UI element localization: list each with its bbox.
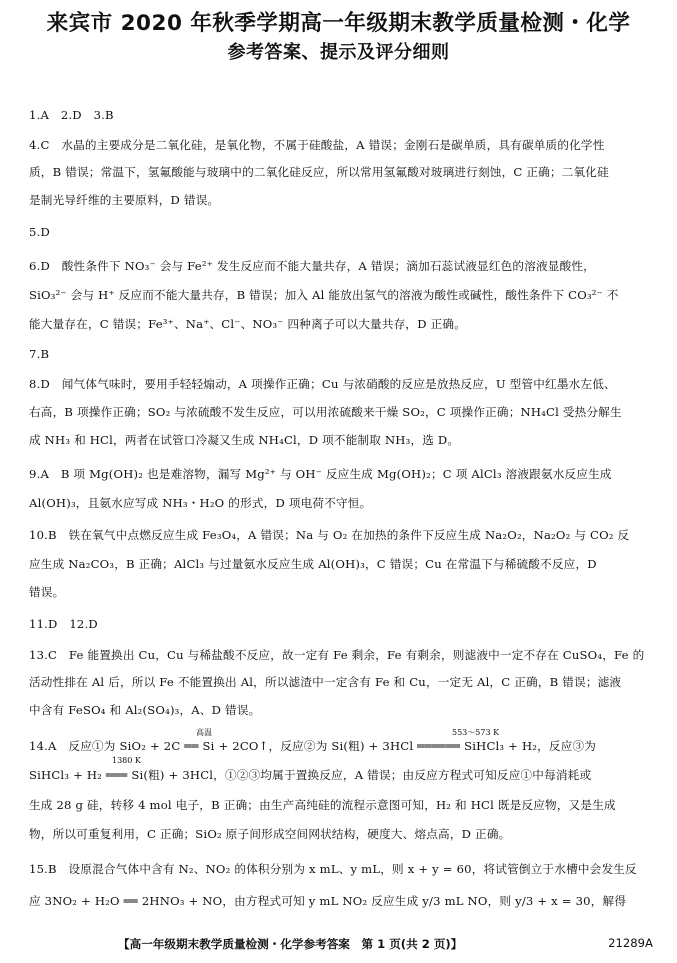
page-footer: 【高一年级期末教学质量检测・化学参考答案 第 1 页(共 2 页)】	[118, 937, 463, 951]
answer-line: 15.B 设原混合气体中含有 N₂、NO₂ 的体积分别为 x mL、y mL，则 x + y = 60，将试管倒立于水槽中会发生反	[29, 862, 637, 876]
answer-line: 中含有 FeSO₄ 和 Al₂(SO₄)₃，A、D 错误。	[29, 703, 261, 717]
answer-line: 成 NH₃ 和 HCl，两者在试管口冷凝又生成 NH₄Cl，D 项不能制取 NH₃，选 D。	[29, 433, 460, 447]
answer-line: 是制光导纤维的主要原料，D 错误。	[29, 193, 220, 207]
answer-line: 9.A B 项 Mg(OH)₂ 也是难溶物，漏写 Mg²⁺ 与 OH⁻ 反应生成 Mg(OH)₂；C 项 AlCl₃ 溶液跟氨水反应生成	[29, 467, 612, 481]
answer-line: SiO₃²⁻ 会与 H⁺ 反应而不能大量共存，B 错误；加入 Al 能放出氢气的溶液为酸性或碱性，酸性条件下 CO₃²⁻ 不	[29, 288, 619, 302]
answer-line: 4.C 水晶的主要成分是二氧化硅，是氧化物，不属于硅酸盐，A 错误；金刚石是碳单质，具有碳单质的化学性	[29, 138, 605, 152]
answer-line: 应生成 Na₂CO₃，B 正确；AlCl₃ 与过量氨水反应生成 Al(OH)₃，C 错误；Cu 在常温下与稀硫酸不反应，D	[29, 557, 597, 571]
reaction-condition-label: 553～573 K	[452, 728, 500, 737]
answer-line: 13.C Fe 能置换出 Cu，Cu 与稀盐酸不反应，故一定有 Fe 剩余，Fe 有剩余，则滤液中一定不存在 CuSO₄，Fe 的	[29, 648, 645, 662]
answer-line: 5.D	[29, 225, 50, 239]
answer-line: Al(OH)₃，且氨水应写成 NH₃・H₂O 的形式，D 项电荷不守恒。	[29, 496, 372, 510]
answer-line: 应 3NO₂ + H₂O ══ 2HNO₃ + NO，由方程式可知 y mL NO₂ 反应生成 y/3 mL NO，则 y/3 + x = 30，解得	[29, 894, 627, 908]
answer-line: 右高，B 项操作正确；SO₂ 与浓硫酸不发生反应，可以用浓硫酸来干燥 SO₂，C 项操作正确；NH₄Cl 受热分解生	[29, 405, 622, 419]
answer-line: 10.B 铁在氧气中点燃反应生成 Fe₃O₄，A 错误；Na 与 O₂ 在加热的条件下反应生成 Na₂O₂，Na₂O₂ 与 CO₂ 反	[29, 528, 630, 542]
answer-line: 1.A 2.D 3.B	[29, 108, 114, 122]
answer-line: 能大量存在，C 错误；Fe³⁺、Na⁺、Cl⁻、NO₃⁻ 四种离子可以大量共存，D 正确。	[29, 317, 466, 331]
answer-line: 8.D 闻气体气味时，要用手轻轻煽动，A 项操作正确；Cu 与浓硝酸的反应是放热反应，U 型管中红墨水左低、	[29, 377, 616, 391]
answer-line: 11.D 12.D	[29, 617, 98, 631]
answer-line: 质，B 错误；常温下，氢氟酸能与玻璃中的二氧化硅反应，所以常用氢氟酸对玻璃进行刻蚀，C 正确；二氧化硅	[29, 165, 609, 179]
answer-line: 生成 28 g 硅，转移 4 mol 电子，B 正确；由生产高纯硅的流程示意图可知，H₂ 和 HCl 既是反应物，又是生成	[29, 798, 616, 812]
page-title: 来宾市 2020 年秋季学期高一年级期末教学质量检测・化学	[46, 11, 631, 36]
reaction-condition-label: 高温	[196, 728, 212, 737]
reaction-condition-label: 1380 K	[112, 756, 141, 765]
answer-line: 物，所以可重复利用，C 正确；SiO₂ 原子间形成空间网状结构，硬度大、熔点高，D 正确。	[29, 827, 511, 841]
page-subtitle: 参考答案、提示及评分细则	[227, 42, 450, 63]
answer-line: 7.B	[29, 347, 50, 361]
document-code: 21289A	[608, 936, 653, 950]
answer-line: 错误。	[29, 585, 65, 599]
answer-line: 14.A 反应①为 SiO₂ + 2C ══ Si + 2CO↑，反应②为 Si(粗) + 3HCl ══════ SiHCl₃ + H₂，反应③为	[29, 739, 597, 753]
answer-line: 活动性排在 Al 后，所以 Fe 不能置换出 Al，所以滤渣中一定含有 Fe 和 Cu，一定无 Al，C 正确，B 错误；滤液	[29, 675, 622, 689]
answer-line: 6.D 酸性条件下 NO₃⁻ 会与 Fe²⁺ 发生反应而不能大量共存，A 错误；滴加石蕊试液显红色的溶液显酸性，	[29, 259, 595, 273]
answer-line: SiHCl₃ + H₂ ═══ Si(粗) + 3HCl，①②③均属于置换反应，A 错误；由反应方程式可知反应①中每消耗或	[29, 768, 592, 782]
